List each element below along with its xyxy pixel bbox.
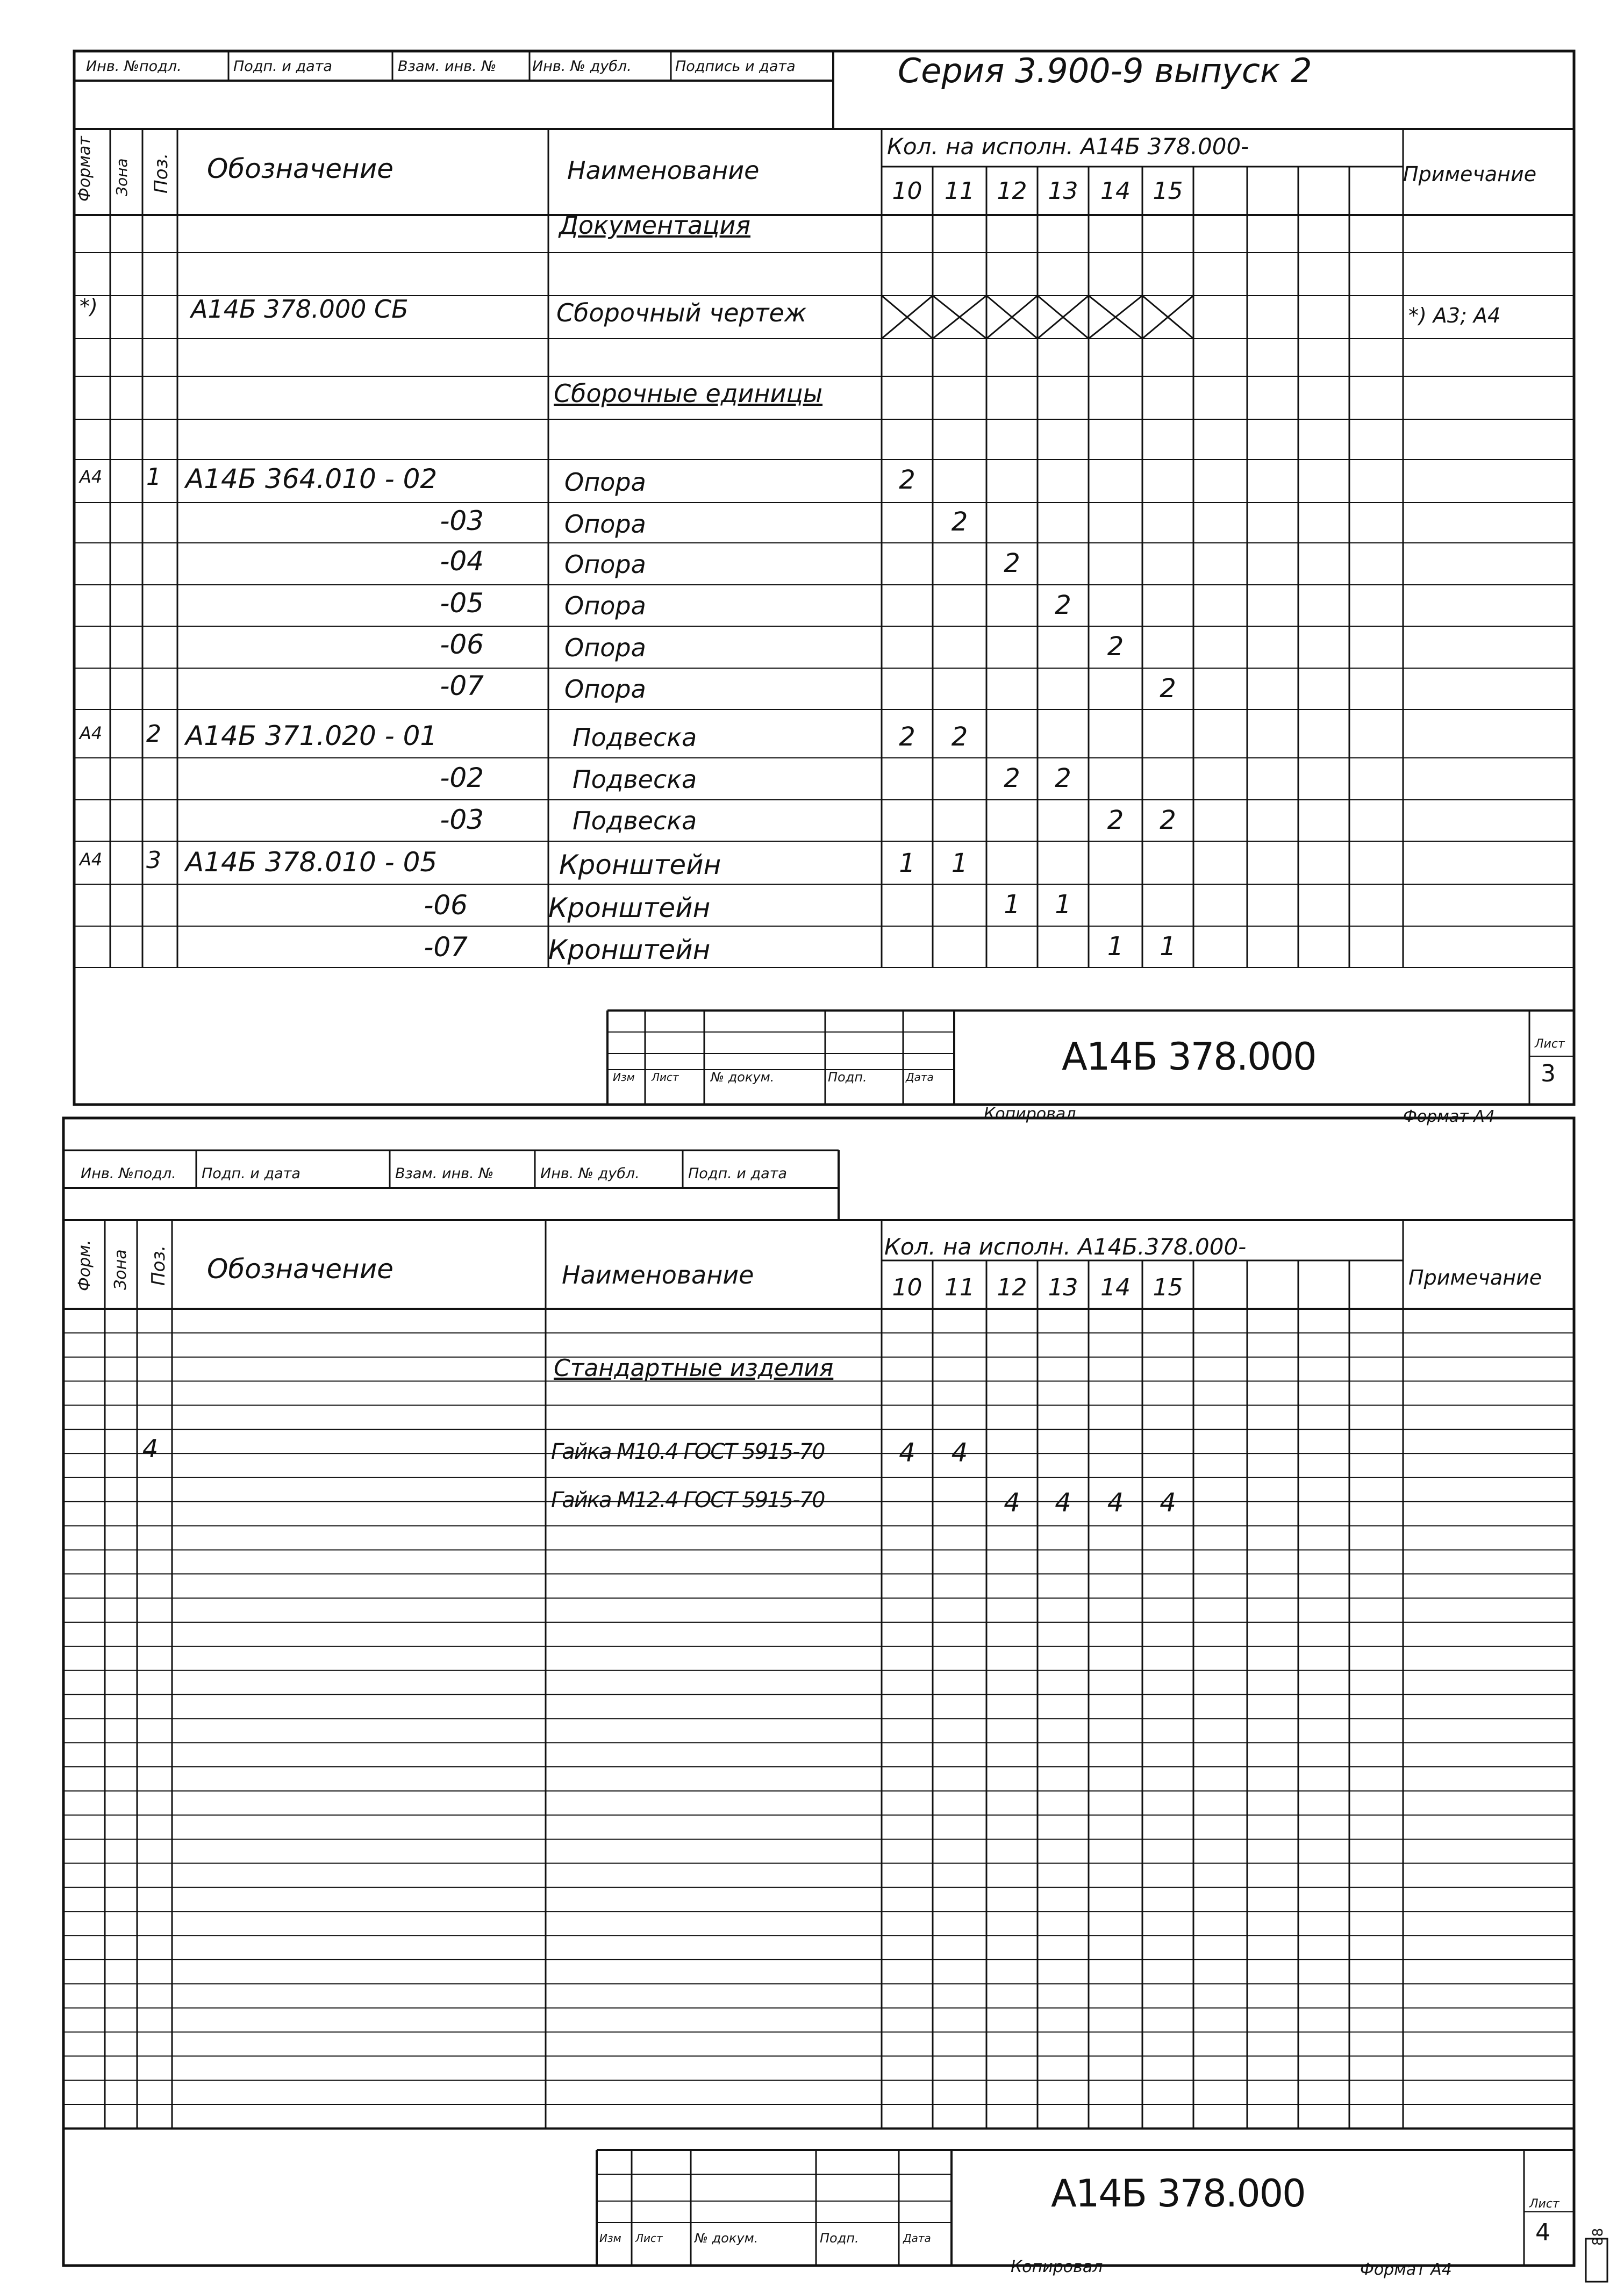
row-name: Подвеска bbox=[573, 723, 697, 752]
qty-cell: 2 bbox=[1107, 632, 1124, 662]
qty-cell: 1 bbox=[1107, 931, 1124, 962]
row-designation: А14Б 371.020 - 01 bbox=[185, 720, 438, 751]
row-designation: -06 bbox=[424, 890, 468, 921]
row-name: Сборочный чертеж bbox=[556, 298, 807, 327]
copied-label: Копировал bbox=[984, 1105, 1076, 1123]
variant-15: 15 bbox=[1153, 177, 1183, 205]
qty-cell: 1 bbox=[1160, 931, 1176, 962]
sheet-label: Лист bbox=[1529, 2197, 1559, 2211]
row-designation: -06 bbox=[440, 629, 484, 660]
header-note: Примечание bbox=[1403, 162, 1537, 186]
row-designation: -02 bbox=[440, 762, 484, 793]
section-standard-items: Стандартные изделия bbox=[554, 1355, 834, 1382]
tb-izm: Изм bbox=[599, 2232, 621, 2245]
stamp-vzam: Взам. инв. № bbox=[398, 58, 497, 75]
format-label: Формат А4 bbox=[1403, 1107, 1495, 1126]
variant-15: 15 bbox=[1153, 1274, 1183, 1301]
copied-label: Копировал bbox=[1011, 2258, 1103, 2276]
row-name: Кронштейн bbox=[548, 892, 711, 923]
row-format: *) bbox=[80, 295, 98, 318]
row-designation: -07 bbox=[424, 931, 468, 963]
row-designation: -03 bbox=[440, 505, 484, 536]
qty-cell: 2 bbox=[899, 722, 915, 752]
stamp-inv-podl: Инв. №подл. bbox=[81, 1165, 176, 1182]
header-zone: Зона bbox=[111, 1249, 130, 1290]
row-format: А4 bbox=[80, 849, 103, 870]
stamp-podp: Подп. и дата bbox=[688, 1165, 787, 1182]
qty-cell: 2 bbox=[1055, 763, 1071, 793]
section-documentation: Документация bbox=[559, 211, 751, 240]
row-name: Гайка М12.4 ГОСТ 5915-70 bbox=[551, 1488, 825, 1513]
variant-13: 13 bbox=[1048, 177, 1078, 205]
tb-izm: Изм bbox=[613, 1071, 635, 1084]
tb-data: Дата bbox=[906, 1071, 934, 1084]
format-label: Формат А4 bbox=[1360, 2260, 1452, 2279]
stamp-podp-data: Подп. и дата bbox=[202, 1165, 301, 1182]
row-designation: А14Б 364.010 - 02 bbox=[185, 463, 438, 495]
doc-number: А14Б 378.000 bbox=[1062, 1035, 1316, 1079]
qty-cell: 1 bbox=[899, 848, 915, 878]
row-pos: 4 bbox=[142, 1434, 159, 1463]
qty-cell: 2 bbox=[1160, 805, 1176, 835]
row-name: Кронштейн bbox=[559, 849, 721, 880]
header-name: Наименование bbox=[562, 1260, 754, 1289]
header-qty-title: Кол. на исполн. А14Б 378.000- bbox=[887, 133, 1249, 160]
row-name: Гайка М10.4 ГОСТ 5915-70 bbox=[551, 1439, 825, 1464]
row-name: Опора bbox=[564, 633, 646, 662]
row-name: Опора bbox=[564, 675, 646, 704]
tb-podp: Подп. bbox=[828, 1070, 867, 1085]
qty-cell: 4 bbox=[951, 1438, 968, 1468]
row-designation: А14Б 378.000 СБ bbox=[191, 295, 409, 324]
header-designation: Обозначение bbox=[207, 153, 394, 184]
row-name: Опора bbox=[564, 550, 646, 579]
qty-cell: 2 bbox=[899, 465, 915, 495]
qty-cell: 4 bbox=[1004, 1488, 1020, 1518]
header-format: Форм. bbox=[75, 1239, 94, 1291]
variant-12: 12 bbox=[997, 1274, 1027, 1301]
header-qty-title: Кол. на исполн. А14Б.378.000- bbox=[884, 1234, 1247, 1260]
row-format: А4 bbox=[80, 723, 103, 743]
row-name: Опора bbox=[564, 510, 646, 539]
stamp-inv-dubl: Инв. № дубл. bbox=[540, 1165, 640, 1182]
row-format: А4 bbox=[80, 467, 103, 487]
header-name: Наименование bbox=[567, 156, 760, 185]
qty-cell: 2 bbox=[951, 507, 968, 537]
qty-cell: 4 bbox=[1055, 1488, 1071, 1518]
sheet-number: 3 bbox=[1541, 1060, 1556, 1087]
qty-cell: 2 bbox=[951, 722, 968, 752]
row-pos: 1 bbox=[146, 463, 161, 491]
row-designation: -03 bbox=[440, 804, 484, 835]
stamp-inv-podl: Инв. №подл. bbox=[86, 58, 182, 75]
corner-code: 88 bbox=[1590, 2227, 1606, 2246]
sheet-number: 4 bbox=[1535, 2219, 1550, 2246]
row-designation: -04 bbox=[440, 546, 484, 577]
variant-11: 11 bbox=[945, 177, 975, 205]
row-name: Подвеска bbox=[573, 765, 697, 794]
row-designation: А14Б 378.010 - 05 bbox=[185, 847, 438, 878]
tb-doc: № докум. bbox=[695, 2231, 759, 2246]
sheet-label: Лист bbox=[1535, 1037, 1565, 1051]
row-note: *) А3; А4 bbox=[1408, 304, 1501, 327]
stamp-vzam: Взам. инв. № bbox=[395, 1165, 494, 1182]
variant-12: 12 bbox=[997, 177, 1027, 205]
stamp-podp-data: Подп. и дата bbox=[233, 58, 332, 75]
row-pos: 3 bbox=[146, 847, 161, 874]
qty-cell: 2 bbox=[1055, 590, 1071, 620]
variant-14: 14 bbox=[1100, 1274, 1131, 1301]
stamp-podpis: Подпись и дата bbox=[675, 58, 796, 75]
qty-cell: 2 bbox=[1160, 673, 1176, 704]
qty-cell: 4 bbox=[1107, 1488, 1124, 1518]
qty-cell: 1 bbox=[1055, 890, 1071, 920]
variant-14: 14 bbox=[1100, 177, 1131, 205]
header-pos: Поз. bbox=[148, 1245, 169, 1286]
variant-13: 13 bbox=[1048, 1274, 1078, 1301]
row-designation: -07 bbox=[440, 670, 484, 701]
stamp-inv-dubl: Инв. № дубл. bbox=[532, 58, 632, 75]
qty-cell: 4 bbox=[899, 1438, 915, 1468]
qty-cell: 1 bbox=[951, 848, 968, 878]
row-name: Подвеска bbox=[573, 806, 697, 835]
qty-cell: 4 bbox=[1160, 1488, 1176, 1518]
qty-cell: 2 bbox=[1004, 548, 1020, 578]
variant-10: 10 bbox=[892, 177, 922, 205]
variant-11: 11 bbox=[945, 1274, 975, 1301]
header-format: Формат bbox=[75, 136, 94, 202]
row-name: Опора bbox=[564, 591, 646, 620]
row-pos: 2 bbox=[146, 720, 161, 748]
tb-list: Лист bbox=[652, 1071, 679, 1084]
row-name: Опора bbox=[564, 468, 646, 497]
row-designation: -05 bbox=[440, 587, 484, 619]
header-note: Примечание bbox=[1408, 1266, 1542, 1289]
variant-10: 10 bbox=[892, 1274, 922, 1301]
qty-cell: 1 bbox=[1004, 890, 1020, 920]
doc-number: А14Б 378.000 bbox=[1051, 2172, 1305, 2216]
tb-list: Лист bbox=[635, 2232, 663, 2245]
tb-podp: Подп. bbox=[820, 2231, 859, 2246]
qty-cell: 2 bbox=[1004, 763, 1020, 793]
series-header: Серия 3.900-9 выпуск 2 bbox=[898, 51, 1312, 90]
sheet2-border bbox=[63, 1118, 1574, 2266]
qty-cell: 2 bbox=[1107, 805, 1124, 835]
header-pos: Поз. bbox=[151, 153, 172, 194]
header-zone: Зона bbox=[113, 158, 131, 196]
tb-doc: № докум. bbox=[711, 1070, 775, 1085]
section-assembly-units: Сборочные единицы bbox=[554, 379, 823, 408]
header-designation: Обозначение bbox=[207, 1253, 394, 1285]
tb-data: Дата bbox=[903, 2232, 931, 2245]
row-name: Кронштейн bbox=[548, 934, 711, 965]
